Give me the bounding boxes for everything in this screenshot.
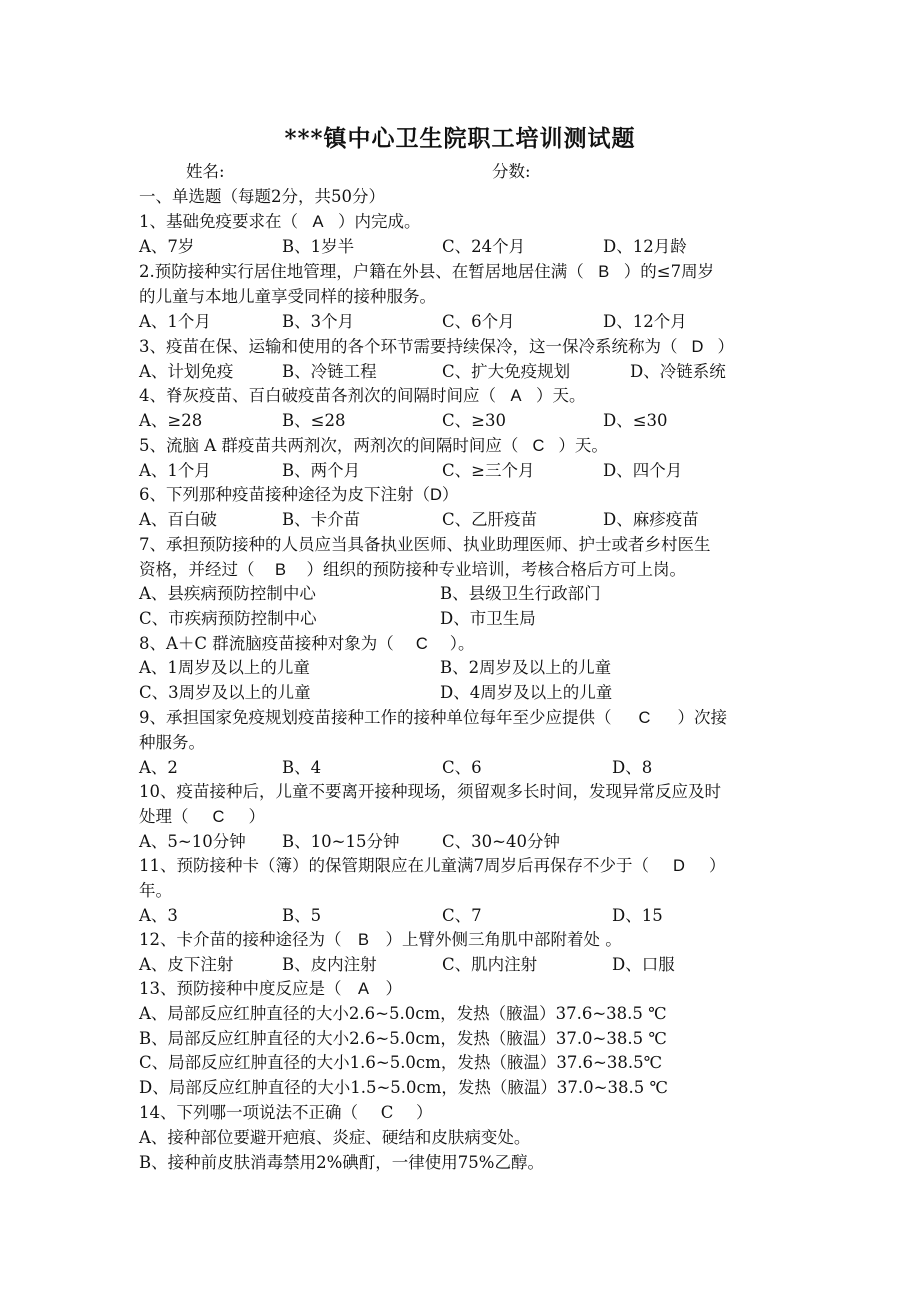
answer-mark: D [691,338,704,356]
option-a: A、县疾病预防控制中心 [139,584,316,603]
question-9-cont: 种服务。 [139,733,205,752]
answer-mark: C [532,437,545,455]
option-a: A、7岁 [139,237,195,256]
question-1: 1、基础免疫要求在（ A ）内完成。 [139,210,421,234]
question-9: 9、承担国家免疫规划疫苗接种工作的接种单位每年至少应提供（ C ）次接 [139,706,727,730]
option-d: D、15 [612,906,663,925]
question-13: 13、预防接种中度反应是（ A ） [139,977,402,1001]
option-a: A、百白破 [139,510,217,529]
answer-mark: C [638,709,651,727]
option-d: D、12个月 [603,312,687,331]
statement-a: A、接种部位要避开疤痕、炎症、硬结和皮肤病变处。 [139,1128,531,1147]
question-8: 8、A＋C 群流脑疫苗接种对象为（ C ）。 [139,632,475,656]
question-7-cont: 资格，并经过（ B ）组织的预防接种专业培训，考核合格后方可上岗。 [139,558,686,582]
option-c: C、7 [442,906,482,925]
statement-b: B、接种前皮肤消毒禁用2%碘酊，一律使用75%乙醇。 [139,1153,544,1172]
option-b: B、10~15分钟 [282,832,400,851]
option-a: A、局部反应红肿直径的大小2.6~5.0cm，发热（腋温）37.6~38.5 ℃ [139,1004,667,1023]
option-a: A、计划免疫 [139,362,234,381]
option-a: A、≥28 [139,411,203,430]
option-b: B、3个月 [282,312,355,331]
option-d: D、12月龄 [603,237,687,256]
answer-mark: B [274,561,286,579]
option-b: B、局部反应红肿直径的大小2.6~5.0cm，发热（腋温）37.0~38.5 ℃ [139,1029,667,1048]
question-10: 10、疫苗接种后，儿童不要离开接种现场，须留观多长时间，发现异常反应及时 [139,782,721,801]
option-c: C、6 [442,758,482,777]
question-4: 4、脊灰疫苗、百白破疫苗各剂次的间隔时间应（ A ）天。 [139,384,586,408]
answer-mark: D [430,486,442,504]
option-a: A、1个月 [139,312,211,331]
question-14: 14、下列哪一项说法不正确（ C ） [139,1101,433,1125]
option-b: B、卡介苗 [282,510,361,529]
question-11: 11、预防接种卡（簿）的保管期限应在儿童满7周岁后再保存不少于（ D ） [139,854,726,878]
option-c: C、市疾病预防控制中心 [139,609,317,628]
question-5: 5、流脑 A 群疫苗共两剂次，两剂次的间隔时间应（ C ）天。 [139,434,608,458]
option-d: D、冷链系统 [630,362,726,381]
option-b: B、2周岁及以上的儿童 [440,658,612,677]
option-c: C、肌内注射 [442,955,538,974]
option-a: A、1周岁及以上的儿童 [139,658,310,677]
option-c: C、≥30 [442,411,506,430]
option-a: A、5~10分钟 [139,832,246,851]
option-b: B、两个月 [282,461,361,480]
name-label: 姓名: [186,162,225,181]
answer-mark: A [357,980,369,998]
score-label: 分数: [492,162,531,181]
option-d: D、市卫生局 [440,609,536,628]
option-a: A、2 [139,758,178,777]
option-d: D、四个月 [603,461,683,480]
option-a: A、3 [139,906,178,925]
exam-title: ***镇中心卫生院职工培训测试题 [284,125,636,152]
option-c: C、乙肝疫苗 [442,510,538,529]
option-b: B、1岁半 [282,237,355,256]
option-c: C、局部反应红肿直径的大小1.6~5.0cm，发热（腋温）37.6~38.5℃ [139,1053,663,1072]
option-c: C、24个月 [442,237,526,256]
option-c: C、30~40分钟 [442,832,560,851]
option-a: A、1个月 [139,461,211,480]
option-c: C、3周岁及以上的儿童 [139,683,311,702]
option-b: B、≤28 [282,411,346,430]
answer-mark: C [415,635,428,653]
question-10-cont: 处理（ C ） [139,805,265,829]
option-b: B、5 [282,906,322,925]
option-b: B、4 [282,758,322,777]
answer-mark: C [212,808,225,826]
question-2-cont: 的儿童与本地儿童享受同样的接种服务。 [139,287,436,306]
question-12: 12、卡介苗的接种途径为（ B ）上臂外侧三角肌中部附着处 。 [139,928,622,952]
answer-mark: D [673,857,685,875]
option-d: D、口服 [612,955,675,974]
answer-mark: A [510,387,522,405]
question-11-cont: 年。 [139,881,172,900]
answer-mark: C [380,1103,394,1122]
option-c: C、≥三个月 [442,461,535,480]
option-c: C、扩大免疫规划 [442,362,571,381]
option-d: D、4周岁及以上的儿童 [440,683,613,702]
answer-mark: A [312,213,324,231]
option-d: D、8 [612,758,653,777]
question-2: 2.预防接种实行居住地管理，户籍在外县、在暂居地居住满（ B ）的≤7周岁 [139,260,714,284]
answer-mark: B [598,263,610,281]
option-b: B、冷链工程 [282,362,377,381]
question-3: 3、疫苗在保、运输和使用的各个环节需要持续保冷，这一保冷系统称为（ D ） [139,335,734,359]
question-6: 6、下列那种疫苗接种途径为皮下注射（D） [139,485,459,504]
option-d: D、麻疹疫苗 [603,510,699,529]
option-d: D、≤30 [603,411,668,430]
option-b: B、皮内注射 [282,955,377,974]
option-d: D、局部反应红肿直径的大小1.5~5.0cm，发热（腋温）37.0~38.5 ℃ [139,1078,668,1097]
answer-mark: B [357,931,369,949]
section-heading: 一、单选题（每题2分，共50分） [139,187,385,206]
question-7: 7、承担预防接种的人员应当具备执业医师、执业助理医师、护士或者乡村医生 [139,535,711,554]
option-a: A、皮下注射 [139,955,234,974]
option-c: C、6个月 [442,312,515,331]
option-b: B、县级卫生行政部门 [440,584,601,603]
